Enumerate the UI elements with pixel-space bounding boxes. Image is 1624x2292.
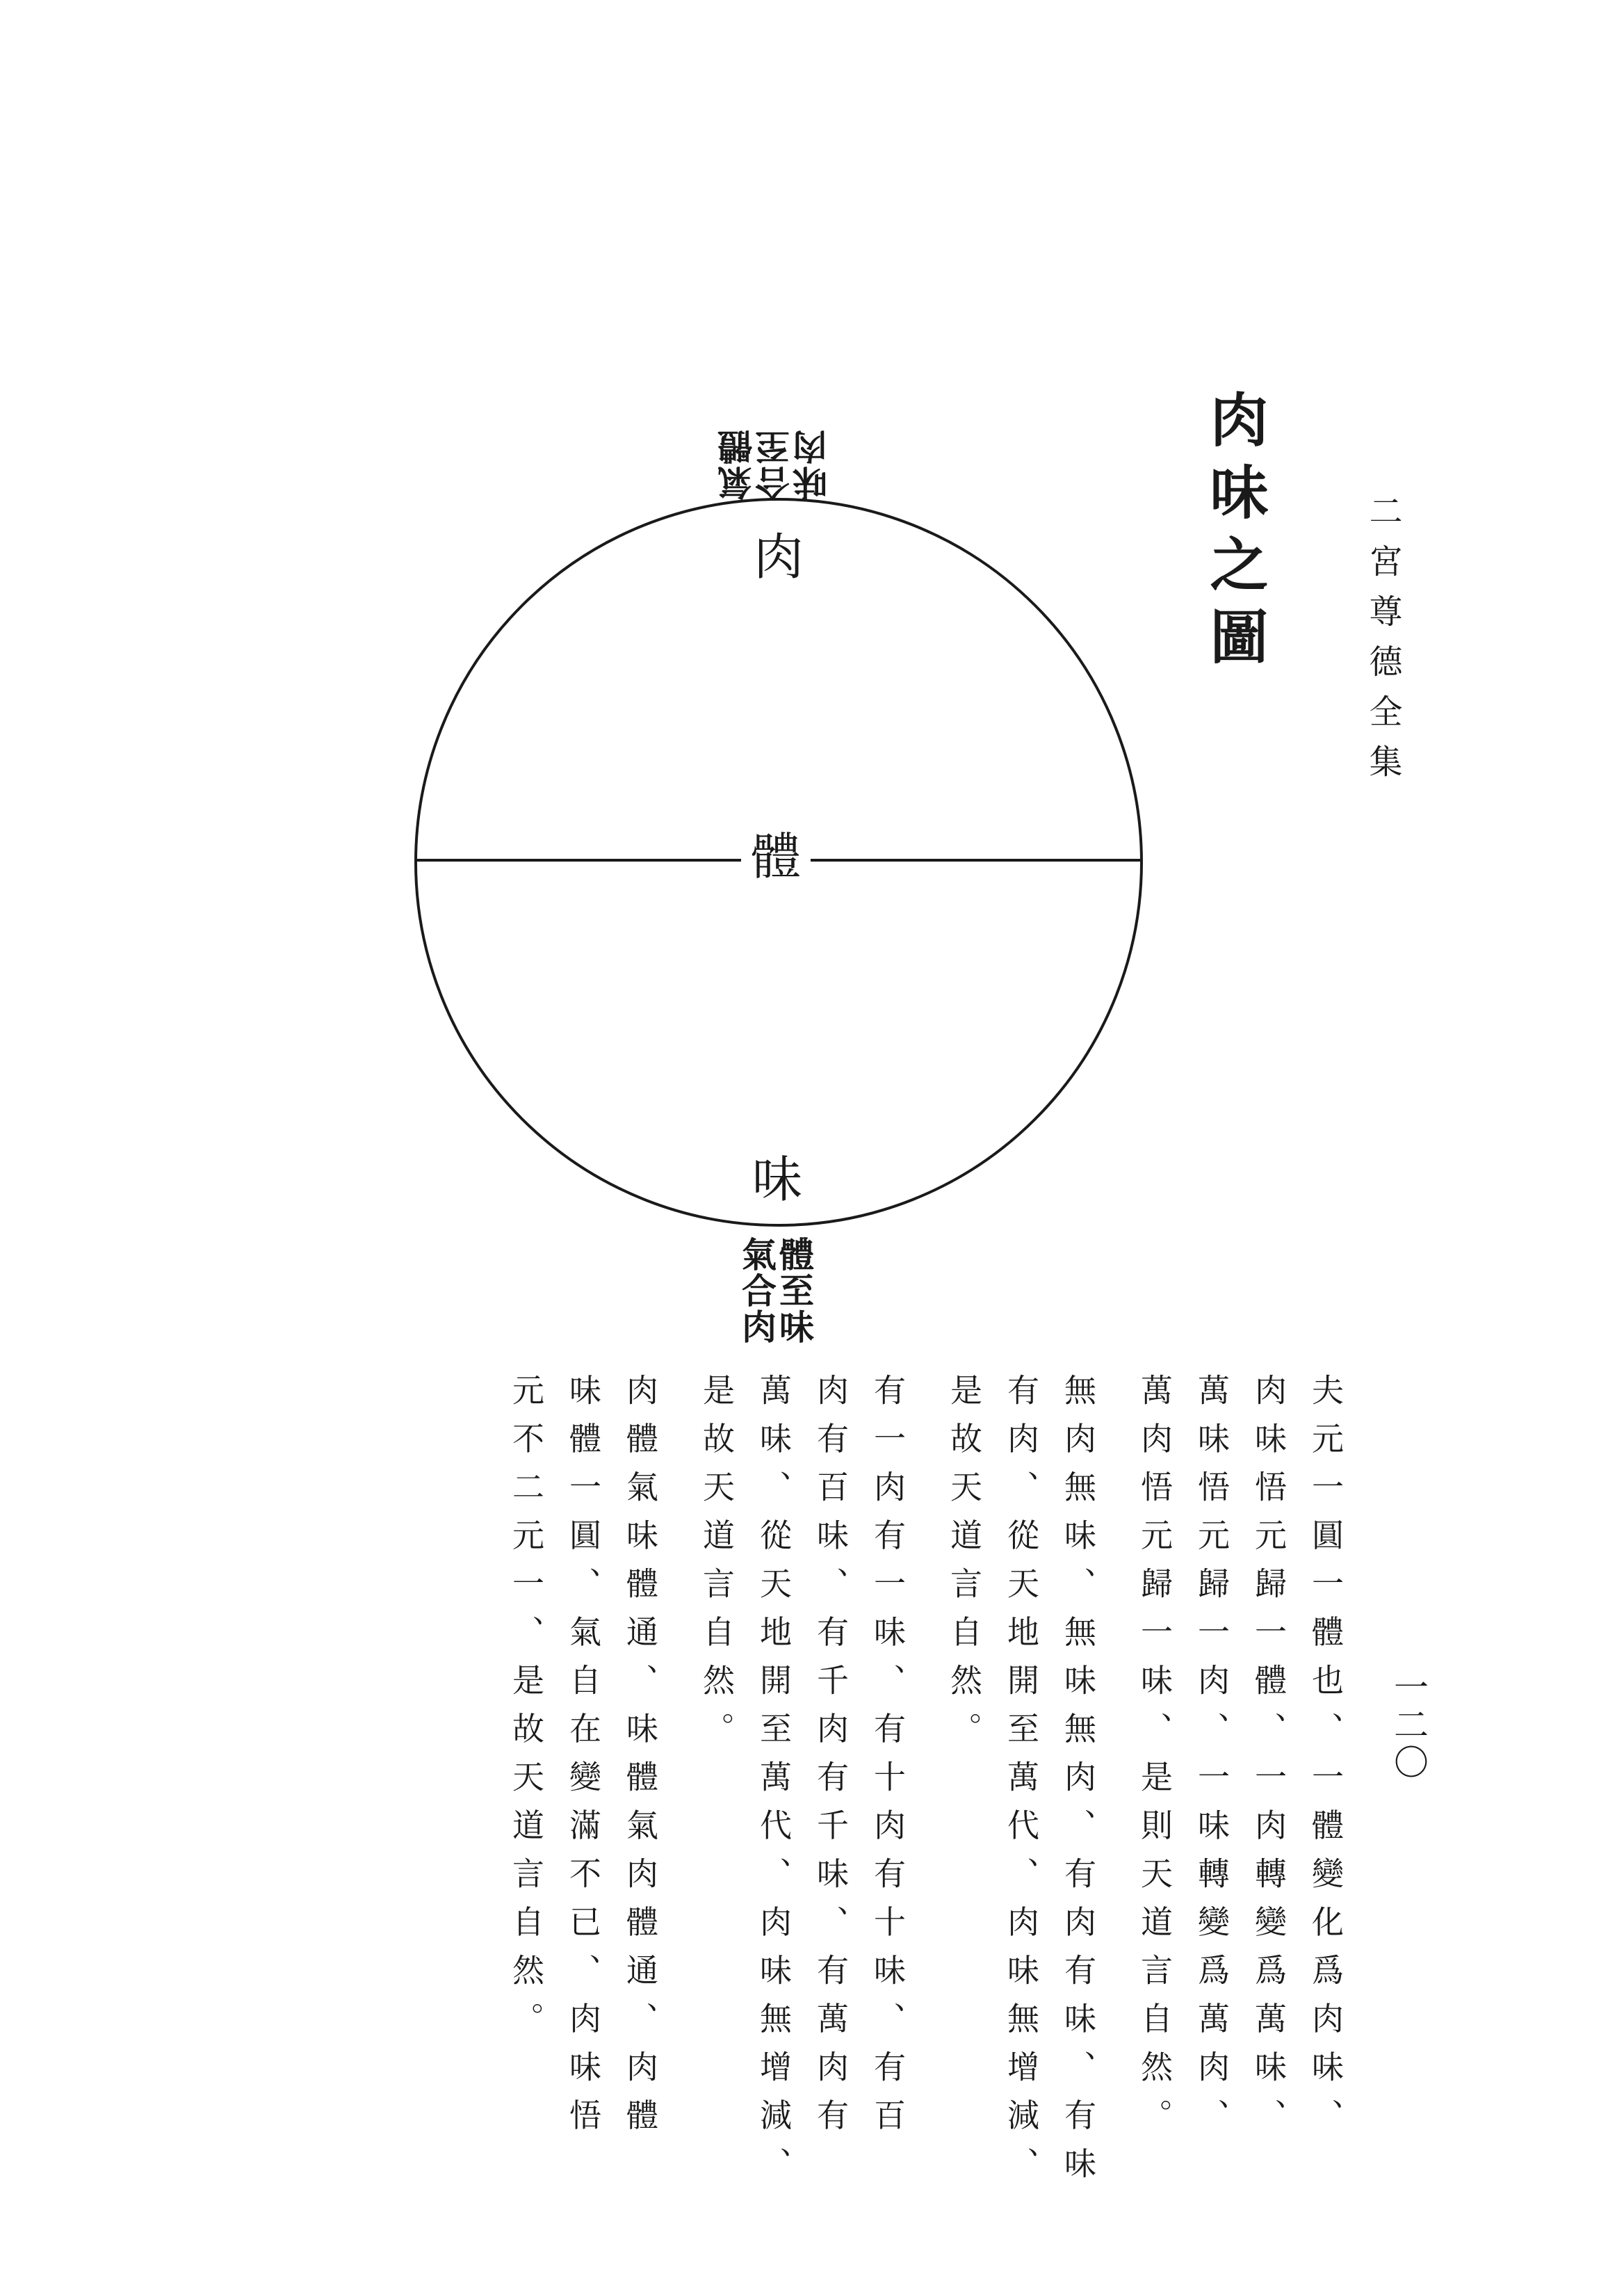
text-column: 萬味悟元歸一肉、一味轉變爲萬肉、 xyxy=(1193,1373,1231,2147)
text-column: 味體一圓、氣自在變滿不已、肉味悟 xyxy=(565,1373,602,2147)
paragraph-1 xyxy=(1114,1373,1345,2208)
top-note-column: 氣體 xyxy=(717,428,758,501)
diagram-label-center: 體 xyxy=(741,829,811,885)
text-column: 無肉無味、無味無肉、有肉有味、有味 xyxy=(1059,1373,1097,2195)
paragraph-4 xyxy=(485,1373,659,2208)
diagram-label-top: 肉 xyxy=(744,532,813,582)
diagram-top-note xyxy=(717,355,833,501)
body-text xyxy=(229,1373,1345,2208)
text-column: 萬肉悟元歸一味、是則天道言自然。 xyxy=(1136,1373,1174,2147)
text-column: 肉有百味、有千肉有千味、有萬肉有 xyxy=(812,1373,850,2147)
paragraph-3 xyxy=(676,1373,907,2208)
paragraph-gap xyxy=(1094,1373,1114,2208)
text-column: 夫元一圓一體也、一體變化爲肉味、 xyxy=(1307,1373,1345,2147)
diagram-label-bottom: 味 xyxy=(742,1154,812,1204)
text-column: 有肉、從天地開至萬代、肉味無增減、 xyxy=(1002,1373,1040,2195)
paragraph-gap xyxy=(656,1373,676,2208)
bottom-note-column: 氣合肉 xyxy=(736,1236,777,1345)
paragraph-2 xyxy=(923,1373,1097,2208)
text-column: 元不二元一、是故天道言自然。 xyxy=(508,1373,545,2050)
top-note-column: 合至 xyxy=(754,428,795,501)
text-column: 是故天道言自然。 xyxy=(698,1373,736,1760)
top-note-column: 味肉 xyxy=(792,428,833,501)
page-number: 一二〇 xyxy=(1388,1669,1429,1782)
running-header-title: 二宮尊德全集 xyxy=(1363,494,1402,794)
text-column: 萬味、從天地開至萬代、肉味無增減、 xyxy=(755,1373,793,2195)
bottom-note-column: 體至味 xyxy=(774,1236,815,1345)
text-column: 肉味悟元歸一體、一肉轉變爲萬味、 xyxy=(1250,1373,1288,2147)
diagram-title: 肉味之圖 xyxy=(1201,389,1269,679)
text-column: 有一肉有一味、有十肉有十味、有百 xyxy=(869,1373,907,2147)
diagram-bottom-note xyxy=(730,1236,820,1382)
text-column: 是故天道言自然。 xyxy=(945,1373,983,1760)
paragraph-gap xyxy=(904,1373,923,2208)
text-column: 肉體氣味體通、味體氣肉體通、肉體 xyxy=(622,1373,659,2147)
